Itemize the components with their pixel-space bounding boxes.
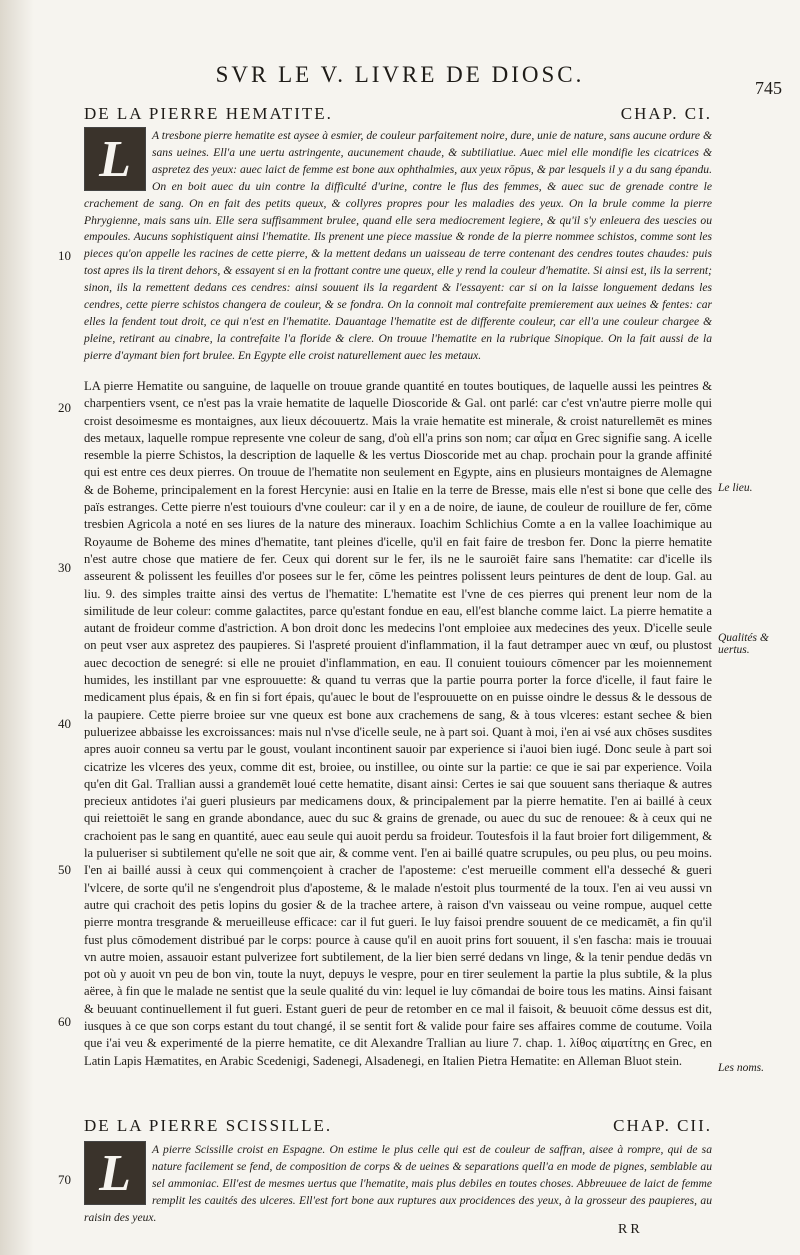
dropcap-spacer bbox=[84, 128, 152, 192]
chapter-102-dropcap: L bbox=[84, 1141, 146, 1205]
chapter-102-dioscorides-body: A pierre Scissille croist en Espagne. On estime le plus celle qui est de couleur de saffran, aisee à rompre, qui de sa nature facilement se fend, de composition de corps & de ueines & separations quell'a en mode de pignes, semblable au sel ammoniac. Ell'est de mesmes uertus que l'hematite, mais plus debiles en toutes choses. Abbreuuee de laict de femme remplit les cauités des ulceres. Ell'est fort bone aux ruptures aux procidences des yeux, à la grosseur des paupieres, au raisin des yeux. bbox=[84, 1143, 712, 1224]
printer-signature-mark: RR bbox=[618, 1222, 643, 1237]
chapter-101-heading bbox=[84, 104, 712, 124]
line-number: 70 bbox=[58, 1172, 71, 1187]
line-number: 20 bbox=[58, 400, 71, 415]
margin-note-names: Les noms. bbox=[718, 1062, 765, 1074]
line-number: 50 bbox=[58, 862, 71, 877]
page-number: 745 bbox=[755, 78, 782, 98]
chapter-101-dioscorides-body: A tresbone pierre hematite est aysee à esmier, de couleur parfaitement noire, dure, unie de nature, sans aucune ordure & sans ueines. Ell'a une uertu astringente, aucunement chaude, & subtiliatiue. Auec miel elle mondifie les cicatrices & aspretez des yeux: auec laict de femme est bone aux ophthalmies, aux yeux rōpus, & par lesquels il y a du sang épandu. On en boit auec du uin contre la difficulté d'urine, contre le flus des femmes, & auec suc de grenade contre le crachement de sang. On en fait des petits queux, & collyres propres pour les maladies des yeux. On la brule comme la pierre Phrygienne, mais sans uin. Elle sera suffisamment brulee, quand elle sera mediocrement legiere, & qu'il s'y enleuera des uescies ou empoules. Aucuns sophistiquent ainsi l'hematite. Ils prenent une piece massiue & ronde de la pierre nommee schistos, comme sont les pieces qu'on appelle les racines de cette pierre, & la mettent dedans un uaisseau de terre contenant des cendres toutes chaudes: puis tost apres ils la tirent dehors, & essayent si en la frottant contre une queux, elle y rend la couleur d'hematite. Si ainsi est, ils la serrent; sinon, ils la remettent dedans ces cendres: ainsi souuent ils la regardent & l'essayent: car si on la laisse longuement dedans les cendres, cette pierre schistos changera de couleur, & se fondra. On la connoit mal contrefaite premierement aux ueines & fentes: car elles la fendent tout droit, ce qui n'est en l'hematite. Dauantage l'hematite est de differente couleur, car ell'a une couleur chargee & pleine, retirant au cinabre, la contrefaite l'a floride & clere. On trouue l'hematite en la rubrique Sinopique. On la fait aussi de la pierre d'aymant bien fort brulee. En Egypte elle croist naturellement auec les metaux. bbox=[84, 129, 712, 362]
line-number: 30 bbox=[58, 560, 71, 575]
chapter-101-dioscorides-text bbox=[84, 128, 712, 365]
dropcap-spacer bbox=[84, 1142, 152, 1206]
chapter-102-heading bbox=[84, 1116, 712, 1136]
line-number: 60 bbox=[58, 1014, 71, 1029]
page-gutter-shadow bbox=[0, 0, 34, 1255]
chapter-101-number: CHAP. CI. bbox=[620, 104, 712, 123]
line-number: 10 bbox=[58, 248, 71, 263]
chapter-102-dioscorides-text bbox=[84, 1142, 712, 1227]
margin-note-place: Le lieu. bbox=[718, 482, 753, 494]
chapter-102-number: CHAP. CII. bbox=[613, 1116, 712, 1135]
margin-note-qualities: Qualités & uertus. bbox=[718, 632, 769, 656]
chapter-101-commentary: LA pierre Hematite ou sanguine, de laquelle on trouue grande quantité en toutes boutiques, de laquelle aussi les peintres & charpentiers vsent, ce n'est pas la vraie hematite de laquelle Dioscoride & Gal. ont parlé: car c'est vn'autre pierre molle qui croist desoimesme es montaignes, aux lieux découuertz. Mais la vraie hematite est minerale, & croist naturellemēt es mines des metaux, laquelle rompue represente vne coleur de sang, d'où ell'a prins son nom; car αἷμα en Grec signifie sang. A icelle resemble la pierre Schistos, la description de laquelle & les vertus Dioscoride met au chap. prochain pour la grande affinité qui est entre ces deux pierres. On trouue de l'hematite non seulement en Egypte, ains en plusieurs montaignes de Alemagne & de Boheme, principalement en la forest Hercynie: ausi en Italie en la terre de Bresse, mais elle n'est si bone que celle des païs estranges. Cette pierre n'est touiours d'vne couleur: car il y en a de noire, de iaune, de couleur de rouillure de fer, cōme tresbien Agricola a noté en ses liures de la nature des mineraux. Ioachim Schlichius Comte a en la vallee Ioachimique au Royaume de Boheme des mines d'hematite, tant pleines d'icelle, qu'il en fait faire de tresbon fer. Donc la pierre hematite n'est autre chose que matiere de fer. Ceux qui dorent sur le fer, ils ne le sauroiēt faire sans l'hematite: car d'icelle ils asseurent & polissent les feuilles d'or posees sur le fer, cōme les peintres polissent leurs peintures de dent de loup. Gal. au liu. 9. des simples traitte ainsi des vertus de l'hematite: L'hematite est l'vne de ces pierres qui prenent leur nom de la similitude de leur coleur: comme galactites, parce qu'estant fondue en eau, ell'est blanche comme laict. La pierre hematite a autant de froideur comme d'astriction. A bon droit donc les medecins l'ont emploiee aux medecines des yeux. D'icelle seule on peut vser aux aspretez des paupieres. Si l'aspreté prouient d'inflammation, il la faut detramper auec vn œuf, ou plustost auec decoction de senegré: si elle ne prouiet d'inflammation, en eau. Il conuient touiours cōmencer par les moiennement humides, les instillant par vne esprouuette: & quand tu verras que la partie pourra porter la force d'icelle, il faut faire le medicament plus épais, & en fin si fort épais, qu'auec le bout de l'esprouuette on en puisse oindre le dessus & le dessous de la paupiere. Cette pierre broiee sur vne queux est bone aux crachemens de sang, & à tous vlceres: estant sechee & bien puluerizee abbaisse les excroissances: mais nul n'vse d'icelle seule, ne à part soi. Quant à moi, i'en ai vsé aux chōses susdites apres auoir conneu sa vertu par le goust, voulant incontinent sauoir par experience si i'auoi bien iugé. Donc seule à part soi cicatrize les vlceres des yeux, comme dit est, broiee, ou instillee, ou ointe sur la partie: ce que ie sai par experience. Voila qu'en dit Gal. Trallian aussi a grandemēt loué cette hematite, disant ainsi: Certes ie sai que souuent sans theriaque & autres precieux antidotes i'ai gueri plusieurs par medicamens doux, & principalement par la pierre hematite. I'en ai baillé à ceux qui reiettoiēt le sang en grande abondance, auec du suc & grains de grenade, ou auec du suc de renouee: & à ceux qui ne crachoient pas le sang en quantité, auec eau seule qui auoit perdu sa froideur. Toutesfois il la faut broier fort diligemment, & la pulueriser si subtilement qu'elle ne soit que air, & comme vent. I'en ai baillé quatre scrupules, ou peu plus, ou peu moins. I'en ai baillé aussi à ceux qui commençoient à cracher de l'aposteme: c'est merueille comment ell'a desseché & gueri l'vlcere, de sorte qu'il ne s'engendroit plus d'aposteme, & le malade n'estoit plus tourmenté de la toux. I'en ai veu aussi vn autre qui crachoit des petis lopins du gosier & de la trachee artere, à raison d'vn vaisseau ou veine rompue, auquel cette pierre montra tresgrande & merueilleuse efficace: car il fut gueri. Ie luy faisoi prendre souuent de ce medicamēt, a fin qu'il fust plus cōmodement distribué par le corps: pource à cause qu'il en auoit prins fort souuent, il s'en fascha: mais ie trouuai vn autre moien, assauoir estant pulverizee fort subtilement, de la lier bien serré dedans vn linge, & la tenir pendue dedās vn pot où y auoit vn peu de bon vin, toute la nuyt, depuys le vespre, pour en tirer seulement la partie la plus subtile, & la plus aëree, à fin que le malade ne sentist que la seule qualité du vin: lequel ie luy cōmandai de boire tous les matins. Ainsi faisant & beuuant continuellement il fut gueri. Estant gueri de peur de retomber en ce mal il faisoit, & beuuoit cōme dessus est dit, iusques à ce que son corps estant du tout changé, il se sentit fort & valide pour faire ses affaires comme de coutume. Voila que i'ai veu & experimenté de la pierre hematite, ce dit Alexandre Trallian au liure 7. chap. 1. λίθος αἱματίτης en Grec, en Latin Lapis Hæmatites, en Arabic Scedenigi, Sadenegi, Alsadenegi, en Italien Pietra Hematite: en Alleman Bluot stein. bbox=[84, 379, 712, 1068]
chapter-101-title: DE LA PIERRE HEMATITE. bbox=[84, 104, 333, 123]
running-title: SVR LE V. LIVRE DE DIOSC. bbox=[215, 62, 585, 87]
chapter-101-dropcap: L bbox=[84, 127, 146, 191]
line-number: 40 bbox=[58, 716, 71, 731]
chapter-102-title: DE LA PIERRE SCISSILLE. bbox=[84, 1116, 333, 1135]
